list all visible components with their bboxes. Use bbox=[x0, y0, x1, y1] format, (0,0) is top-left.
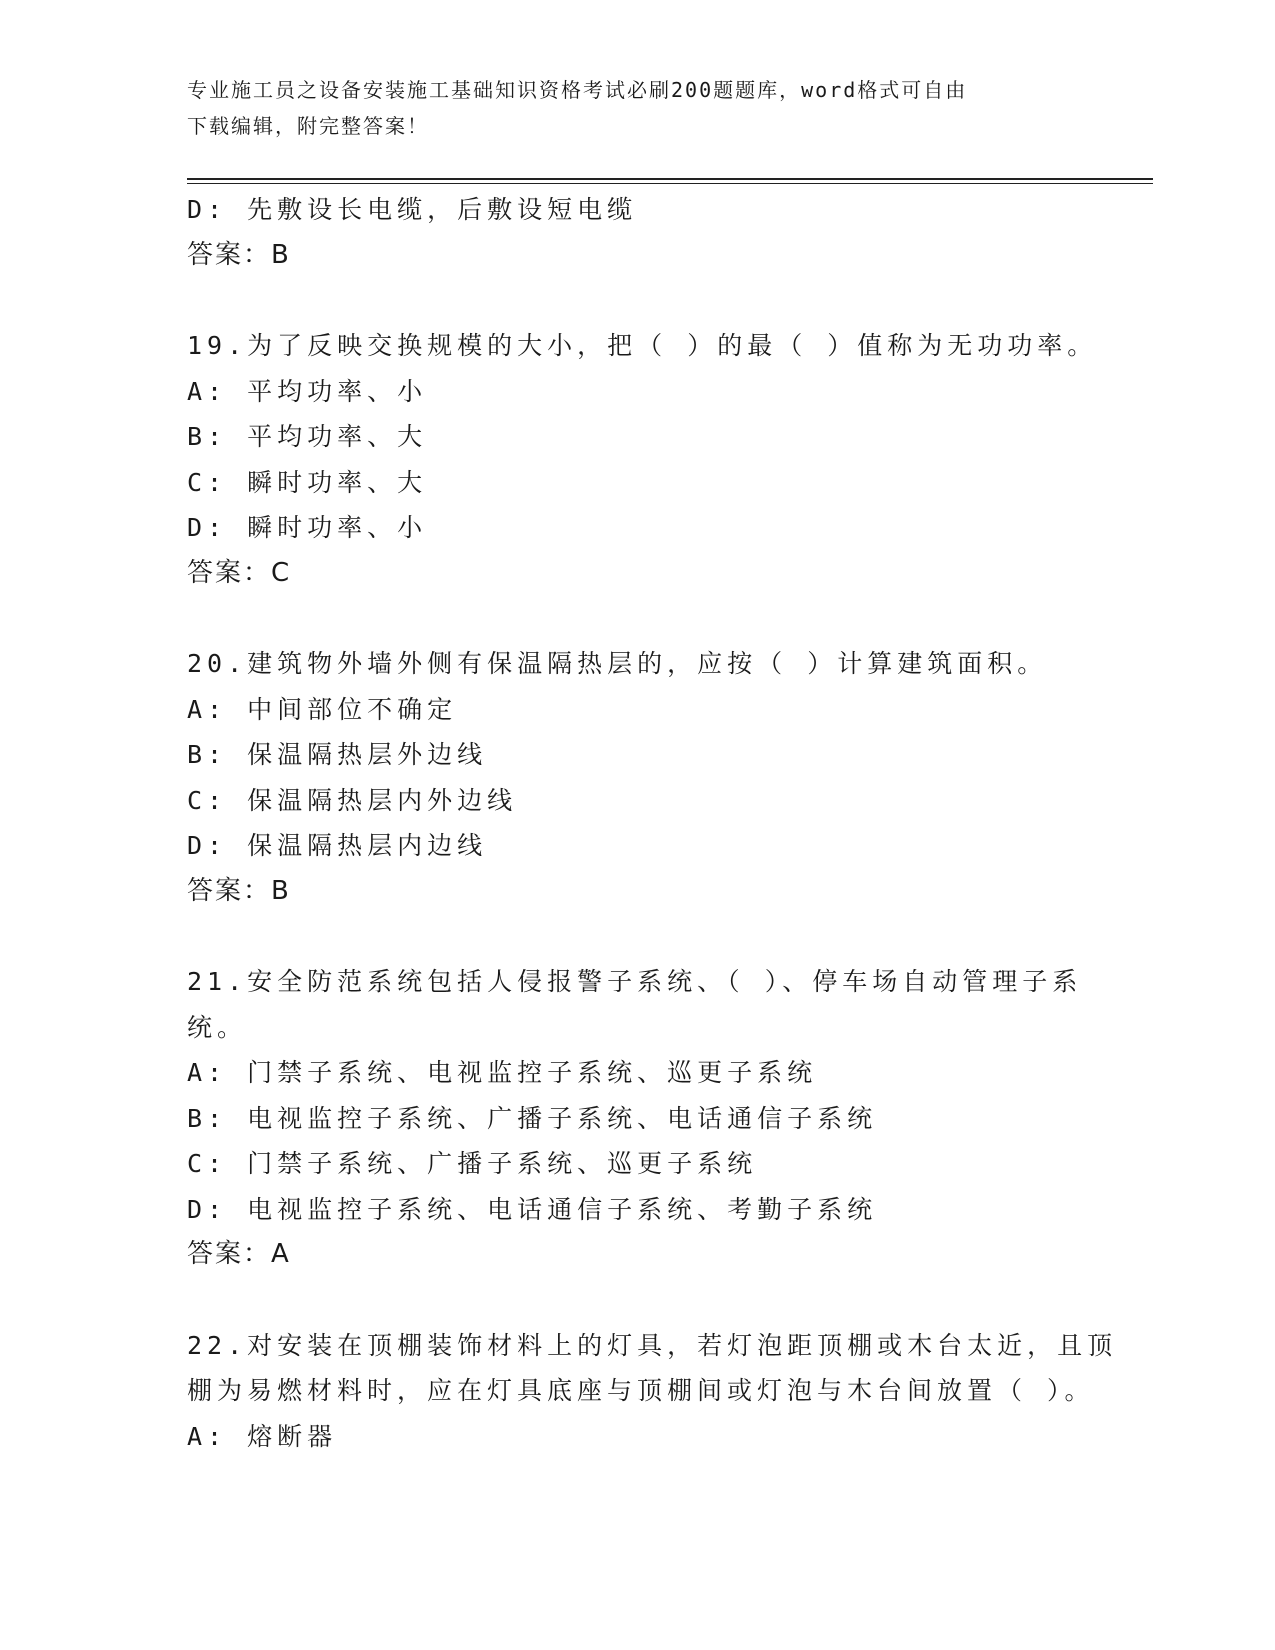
header-line-2: 下载编辑，附完整答案！ bbox=[187, 114, 429, 138]
option-d: D: 瞬时功率、小 bbox=[187, 513, 428, 542]
option-d: D: 保温隔热层内边线 bbox=[187, 831, 488, 860]
question-stem-line-1: 22.对安装在顶棚装饰材料上的灯具，若灯泡距顶棚或木台太近，且顶 bbox=[187, 1330, 1118, 1360]
option-a: A: 平均功率、小 bbox=[187, 376, 428, 406]
question-stem-line-2: 棚为易燃材料时，应在灯具底座与顶棚间或灯泡与木台间放置（ ）。 bbox=[187, 1376, 1095, 1405]
question-stem-line-1: 21.安全防范系统包括人侵报警子系统、（ ）、停车场自动管理子系 bbox=[187, 967, 1083, 996]
answer: 答案：C bbox=[187, 557, 292, 588]
prev-option-d: D: 先敷设长电缆，后敷设短电缆 bbox=[187, 195, 638, 224]
option-c: C: 瞬时功率、大 bbox=[187, 467, 428, 497]
option-d: D: 电视监控子系统、电话通信子系统、考勤子系统 bbox=[187, 1194, 878, 1224]
option-a: A: 熔断器 bbox=[187, 1421, 338, 1451]
question-19 bbox=[187, 323, 1098, 596]
question-stem-line-2: 统。 bbox=[187, 1012, 248, 1042]
answer: 答案：B bbox=[187, 875, 291, 906]
question-21 bbox=[187, 959, 1087, 1278]
question-20 bbox=[187, 641, 1087, 914]
header-divider-thick bbox=[187, 178, 1153, 180]
question-22 bbox=[187, 1323, 1118, 1460]
option-c: C: 门禁子系统、广播子系统、巡更子系统 bbox=[187, 1149, 758, 1178]
header-line-1: 专业施工员之设备安装施工基础知识资格考试必刷200题题库，word格式可自由 bbox=[187, 78, 968, 102]
option-b: B: 电视监控子系统、广播子系统、电话通信子系统 bbox=[187, 1103, 878, 1133]
question-content bbox=[187, 187, 1118, 1459]
option-a: A: 门禁子系统、电视监控子系统、巡更子系统 bbox=[187, 1058, 818, 1087]
option-b: B: 保温隔热层外边线 bbox=[187, 740, 488, 769]
option-b: B: 平均功率、大 bbox=[187, 422, 428, 451]
answer: 答案：A bbox=[187, 1239, 291, 1269]
header-divider-thin bbox=[187, 183, 1153, 184]
question-stem: 19.为了反映交换规模的大小，把（ ）的最（ ）值称为无功功率。 bbox=[187, 331, 1098, 360]
question-stem: 20.建筑物外墙外侧有保温隔热层的，应按（ ）计算建筑面积。 bbox=[187, 649, 1048, 678]
prev-answer: 答案：B bbox=[187, 239, 291, 270]
option-c: C: 保温隔热层内外边线 bbox=[187, 785, 518, 815]
option-a: A: 中间部位不确定 bbox=[187, 694, 458, 724]
document-header bbox=[187, 72, 1067, 144]
